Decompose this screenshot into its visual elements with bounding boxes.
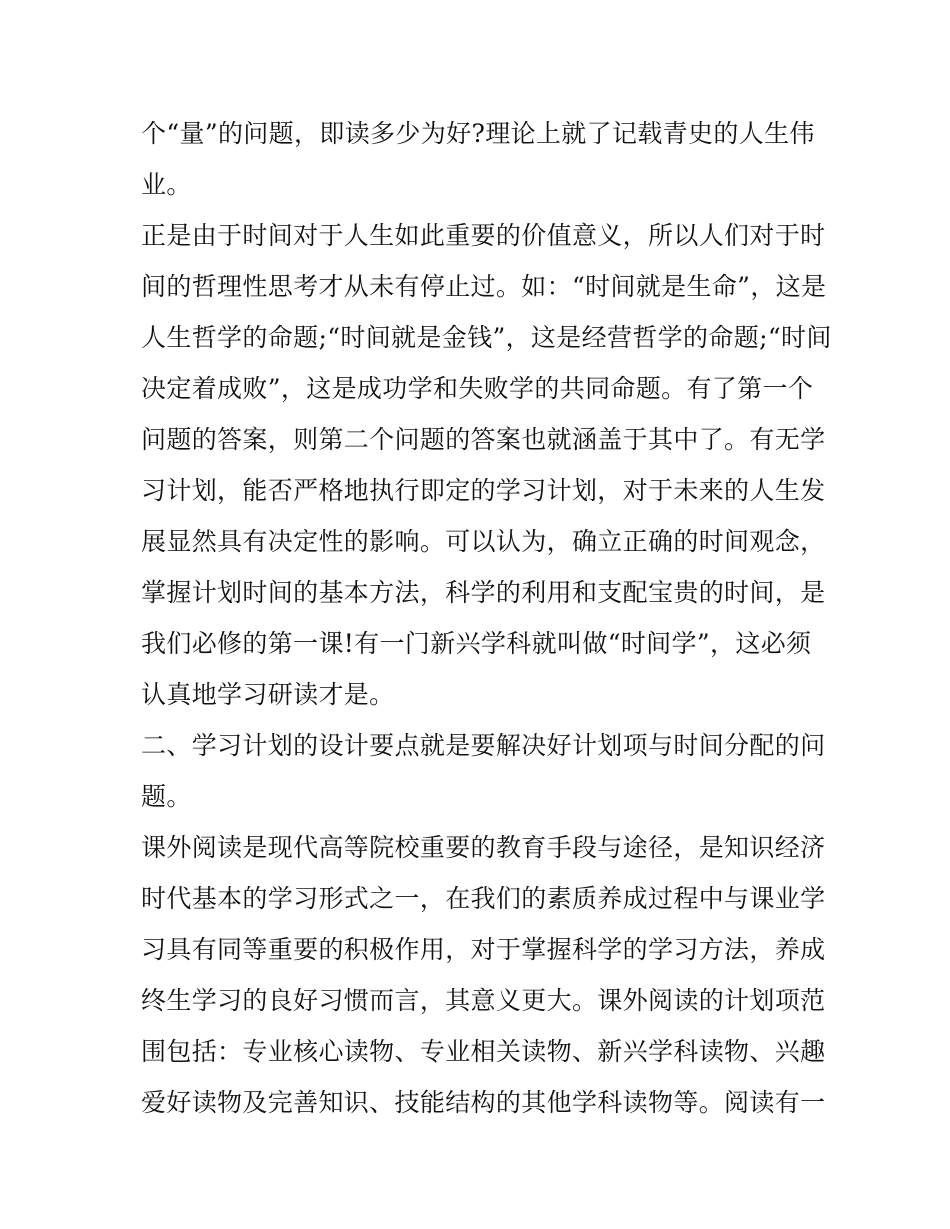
text-line: 课外阅读是现代高等院校重要的教育手段与途径，是知识经济 xyxy=(141,833,826,862)
text-line: 掌握计划时间的基本方法，科学的利用和支配宝贵的时间，是 xyxy=(141,578,826,607)
text-line: 正是由于时间对于人生如此重要的价值意义，所以人们对于时 xyxy=(141,221,826,250)
text-line: 习具有同等重要的积极作用，对于掌握科学的学习方法，养成 xyxy=(141,935,826,964)
text-line: 间的哲理性思考才从未有停止过。如：“时间就是生命”，这是 xyxy=(141,272,827,301)
text-line: 时代基本的学习形式之一，在我们的素质养成过程中与课业学 xyxy=(141,884,826,913)
text-line: 问题的答案，则第二个问题的答案也就涵盖于其中了。有无学 xyxy=(141,425,826,454)
text-line: 决定着成败”，这是成功学和失败学的共同命题。有了第一个 xyxy=(141,374,814,403)
text-line: 围包括：专业核心读物、专业相关读物、新兴学科读物、兴趣 xyxy=(141,1037,826,1066)
text-line: 展显然具有决定性的影响。可以认为，确立正确的时间观念， xyxy=(141,527,826,556)
text-line: 爱好读物及完善知识、技能结构的其他学科读物等。阅读有一 xyxy=(141,1088,826,1117)
text-line: 业。 xyxy=(141,170,192,199)
section-heading-line: 二、学习计划的设计要点就是要解决好计划项与时间分配的问 xyxy=(141,731,826,760)
text-line: 我们必修的第一课!有一门新兴学科就叫做“时间学”，这必须 xyxy=(141,629,812,658)
text-line: 个“量”的问题，即读多少为好?理论上就了记载青史的人生伟 xyxy=(141,119,815,148)
text-line: 人生哲学的命题;“时间就是金钱”，这是经营哲学的命题;“时间 xyxy=(141,323,832,352)
text-line: 习计划，能否严格地执行即定的学习计划，对于未来的人生发 xyxy=(141,476,826,505)
section-heading-line: 题。 xyxy=(141,782,192,811)
text-line: 终生学习的良好习惯而言，其意义更大。课外阅读的计划项范 xyxy=(141,986,826,1015)
text-line: 认真地学习研读才是。 xyxy=(141,680,395,709)
body-text xyxy=(141,108,832,1128)
